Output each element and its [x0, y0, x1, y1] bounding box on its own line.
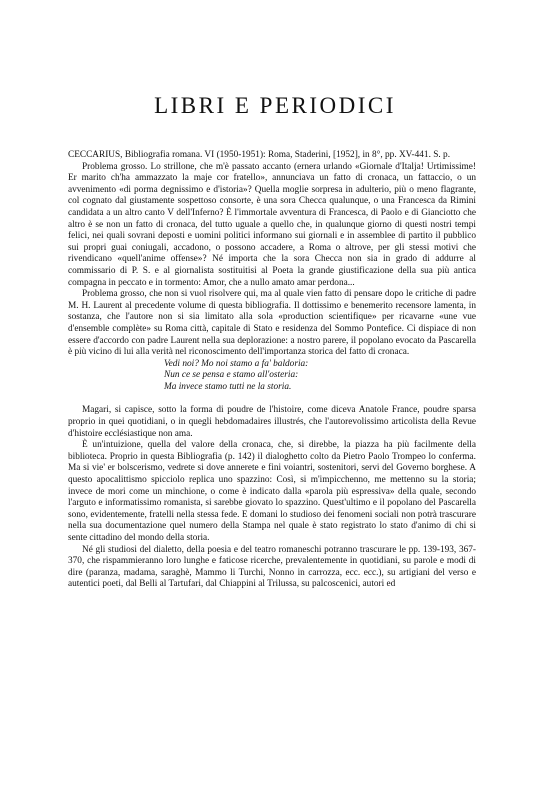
paragraph-4: È un'intuizione, quella del valore della cronaca, che, si direbbe, la piazza ha più facilmente della biblioteca. Proprio in questa Bibliografia (p. 142) il dialoghetto colto da Pietro Paolo Trompeo lo conferma. Ma si vie' er bolscerismo, vedrete si dove annerete e fini voiantri, sostenitori, servi del Governo borghese. A questo apocalittismo spicciolo replica uno spazzino: Così, si m'impicchenno, me mettenno su la storia; invece de mori come un minchione, o come è indicato dalla «parola più espressiva» della quale, secondo l'arguto e informatissimo romanista, si sarebbe giovato lo spazzino. Quest'ultimo e il popolano del Pascarella sono, evidentemente, fratelli nella stessa fede. E domani lo studioso dei fenomeni sociali non potrà trascurare nella sua documentazione quel numero della Stampa nel quale è stato registrato lo stato d'animo di chi si sente cittadino del mondo della storia.	[68, 440, 476, 543]
verse-line: Ma invece stamo tutti ne la storia.	[164, 381, 292, 392]
section-title: LIBRI E PERIODICI	[154, 93, 396, 118]
paragraph-5: Né gli studiosi del dialetto, della poesia e del teatro romaneschi potranno trascurare le pp. 139-193, 367-370, che rispammieranno loro lunghe e faticose ricerche, prevalentemente in quotidiani, su parole e modi di dire (paranza, madama, saraghè, Mammo li Turchi, Nonno in carrozza, ecc. ecc.), su artigiani del verso e autentici poeti, dal Belli al Tartufari, dal Chiappini al Trilussa, su palcoscenici, autori ed	[68, 544, 476, 590]
verse-line: Vedi noi? Mo noi stamo a fa' baldoria:	[164, 358, 309, 369]
paragraph-2: Problema grosso, che non si vuol risolvere qui, ma al quale vien fatto di pensare dopo le critiche di padre M. H. Laurent al precedente volume di questa bibliografia. Il dottissimo e benemerito recensore lamenta, in sostanza, che l'autore non si sia limitato alla sola «production scientifique» per ricavarne «une vue d'ensemble complète» su Roma città, capitale di Stato e residenza del Sommo Pontefice. Ci dispiace di non essere d'accordo con padre Laurent nella sua deplorazione: a nostro parere, il popolano evocato da Pascarella è più vicino di lui alla verità nel riconoscimento dell'importanza storica del fatto di cronaca.	[68, 289, 476, 358]
paragraph-3: Magari, si capisce, sotto la forma di poudre de l'histoire, come diceva Anatole France, poudre sparsa proprio in quei quotidiani, o in quegli hebdomadaires illustrés, che l'autorevolissimo articolista della Revue d'histoire ecclésiastique non ama.	[68, 405, 476, 439]
article-body	[68, 150, 476, 591]
paragraph-1: Problema grosso. Lo strillone, che m'è passato accanto (ernera urlando «Giornale d'Italja! Urtimissime! Er marito ch'ha ammazzato la maje cor fratello», annunciava un fatto di cronaca, un fattaccio, o un avvenimento «di porma degnissimo e d'istoria»? Quella moglie sorpresa in adulterio, più o meno flagrante, col cognato dal giustamente sospettoso consorte, è una sora Checca qualunque, o una Francesca da Rimini candidata a un altro canto V dell'Inferno? È l'immortale avventura di Francesca, di Paolo e di Gianciotto che altro è se non un fatto di cronaca, del tutto uguale a quello che, in qualunque giorno di questi nostri tempi felici, nei quali sovrani deposti e uomini politici informano sui giornali e in assemblee di partito il pubblico sui propri guai coniugali, accadono, o possono accadere, a Roma o altrove, per gli stessi motivi che rivendicano «quell'anime offense»? Né importa che la sora Checca non sia in grado di addurre al commissario di P. S. e al giornalista sostituitisi al Poeta la grande giustificazione della sua più antica compagna in peccato e in tormento: Amor, che a nullo amato amar perdona...	[68, 161, 476, 288]
verse-line: Nun ce se pensa e stamo all'osteria:	[164, 370, 299, 381]
quoted-verses	[68, 359, 476, 394]
bibliographic-reference: CECCARIUS, Bibliografia romana. VI (1950-1951): Roma, Staderini, [1952], in 8°, pp. XV-441. S. p.	[68, 150, 451, 160]
